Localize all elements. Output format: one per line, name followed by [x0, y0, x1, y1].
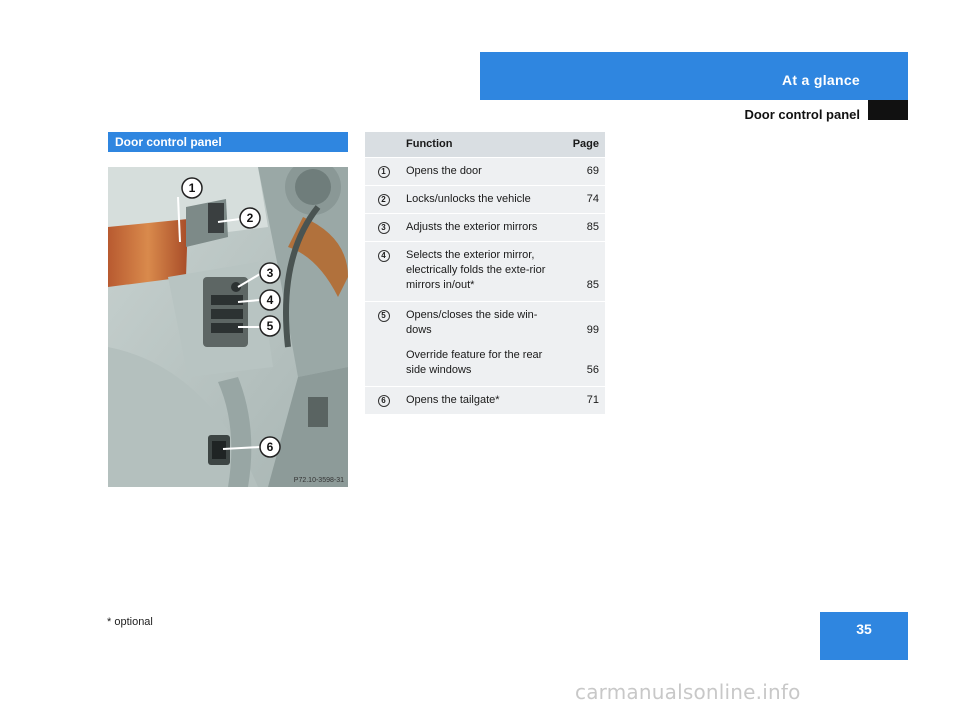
- table-row: [365, 157, 605, 185]
- row-function-secondary: Override feature for the rear side windows: [406, 348, 543, 376]
- callout-6: 6: [266, 440, 274, 454]
- row-number: 2: [378, 194, 390, 206]
- callout-5: 5: [266, 319, 274, 333]
- row-page: 74: [562, 185, 605, 213]
- door-panel-photo: [108, 167, 348, 487]
- thumb-tab: [868, 100, 908, 120]
- row-number: 6: [378, 395, 390, 407]
- row-page-secondary: 56: [586, 363, 599, 376]
- row-function: Locks/unlocks the vehicle: [402, 185, 562, 213]
- watermark: carmanualsonline.info: [575, 680, 801, 704]
- row-function: Selects the exterior mirror, electrically folds the exte-rior mirrors in/out*: [402, 241, 562, 301]
- row-page: 71: [562, 386, 605, 414]
- callout-3: 3: [266, 266, 274, 280]
- photo-credit: P72.10-3598-31: [293, 477, 344, 484]
- chapter-header-bar: [480, 52, 908, 100]
- callout-1: 1: [188, 181, 196, 195]
- row-function: Adjusts the exterior mirrors: [402, 213, 562, 241]
- table-row: [365, 386, 605, 414]
- chapter-title: At a glance: [782, 72, 860, 88]
- row-function: Opens the tailgate*: [402, 386, 562, 414]
- table-row: [365, 301, 605, 386]
- row-page: 85: [562, 241, 605, 301]
- row-page: 99: [586, 323, 599, 336]
- table-row: [365, 213, 605, 241]
- row-function: Opens the door: [402, 157, 562, 185]
- table-header-row: [365, 132, 605, 157]
- header-function: Function: [402, 132, 562, 157]
- function-table: [365, 132, 605, 415]
- page-number: 35: [820, 612, 908, 660]
- section-header-title: Door control panel: [744, 107, 860, 122]
- row-page: 69: [562, 157, 605, 185]
- header-page: Page: [562, 132, 605, 157]
- row-number: 1: [378, 166, 390, 178]
- row-page: 85: [562, 213, 605, 241]
- row-number: 5: [378, 310, 390, 322]
- row-number: 4: [378, 250, 390, 262]
- callout-4: 4: [266, 293, 274, 307]
- row-number: 3: [378, 222, 390, 234]
- table-row: [365, 185, 605, 213]
- table-row: [365, 241, 605, 301]
- row-function: Opens/closes the side win-dows: [406, 308, 538, 336]
- header-num: [365, 132, 402, 157]
- section-title-bar: Door control panel: [108, 132, 348, 152]
- footnote: * optional: [107, 616, 153, 628]
- callout-2: 2: [246, 211, 254, 225]
